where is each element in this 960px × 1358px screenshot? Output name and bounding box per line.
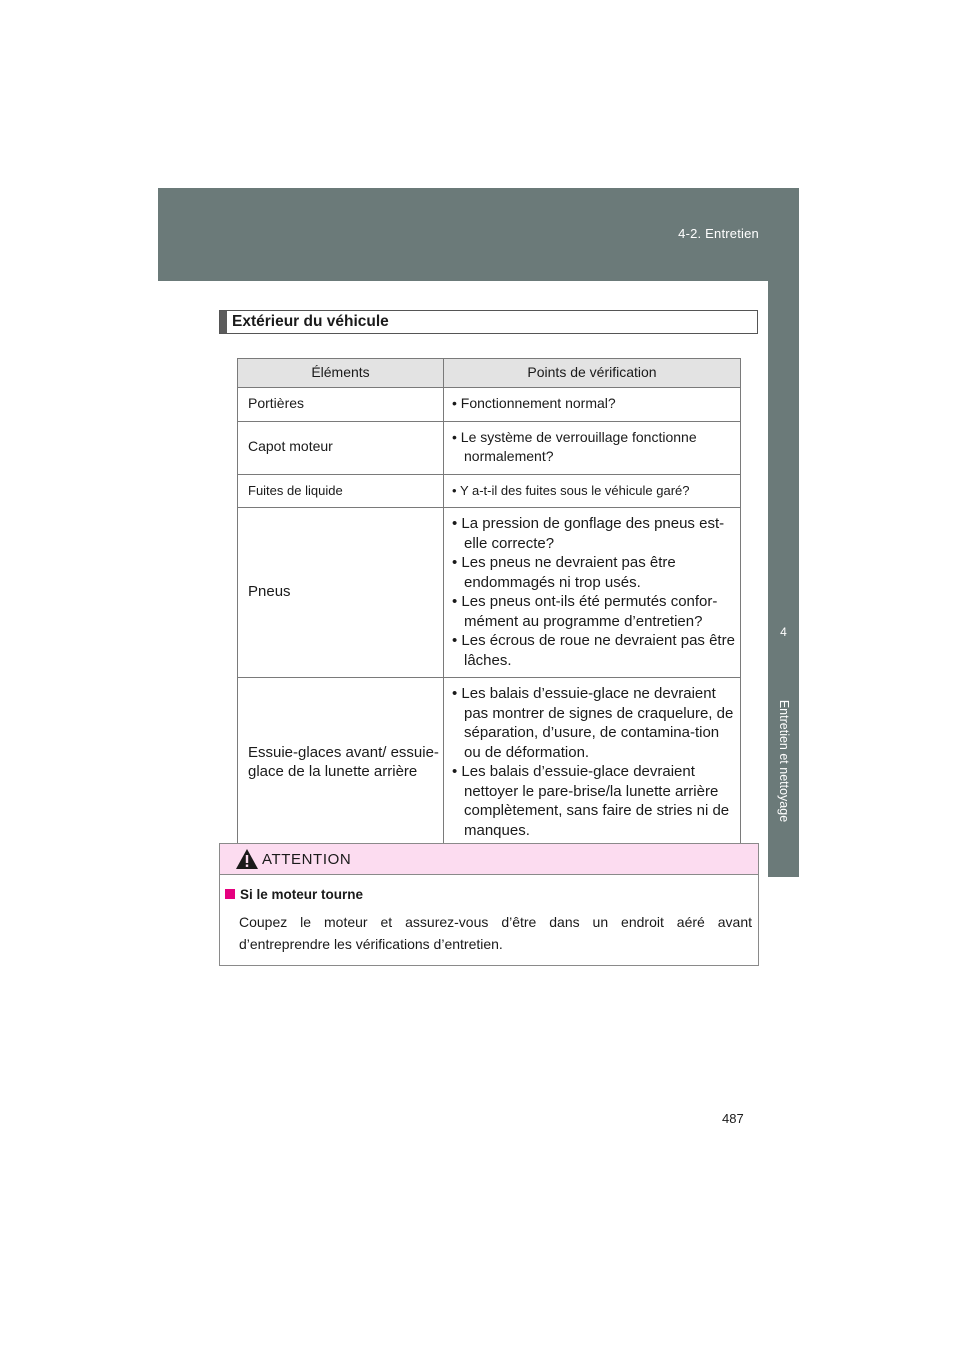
header-band [158, 188, 799, 281]
caution-title: ATTENTION [262, 851, 352, 868]
row-item-fluid-leaks: Fuites de liquide [238, 474, 444, 508]
caution-box [219, 843, 759, 966]
check-point: • Y a-t-il des fuites sous le véhicule garé? [452, 481, 736, 501]
chapter-tab [768, 281, 799, 645]
column-header-items: Éléments [238, 359, 444, 388]
caution-subtitle-row [225, 887, 363, 902]
check-point: • La pression de gonflage des pneus est-elle correcte? [452, 514, 736, 553]
page-number: 487 [722, 1111, 744, 1126]
chapter-number: 4 [780, 625, 787, 639]
row-item-tires: Pneus [238, 508, 444, 678]
table-row [238, 474, 741, 508]
row-item-doors: Portières [238, 388, 444, 422]
check-point: • Fonctionnement normal? [452, 394, 736, 414]
check-point: • Le système de verrouillage fonctionne normalement? [452, 428, 736, 467]
check-point: • Les balais d’essuie-glace devraient nettoyer le pare-brise/la lunette arrière complètement, sans faire de stries ni de manques. [452, 762, 736, 840]
caution-subtitle: Si le moteur tourne [240, 887, 364, 902]
chapter-title: Entretien et nettoyage [776, 699, 791, 823]
section-label: 4-2. Entretien [678, 226, 759, 241]
inspection-table [237, 358, 741, 848]
table-row [238, 388, 741, 422]
caution-header [220, 844, 758, 875]
table-header-row [238, 359, 741, 388]
section-title: Extérieur du véhicule [232, 313, 389, 330]
heading-bar [220, 311, 227, 333]
check-point: • Les pneus ont-ils été permutés confor-mément au programme d’entretien? [452, 592, 736, 631]
row-points [444, 474, 741, 508]
table-row [238, 508, 741, 678]
warning-triangle-icon [235, 848, 259, 870]
row-points [444, 421, 741, 474]
row-points [444, 678, 741, 848]
section-heading [219, 310, 758, 334]
check-point: • Les écrous de roue ne devraient pas être lâches. [452, 631, 736, 670]
square-bullet-icon [225, 889, 235, 899]
caution-body: Coupez le moteur et assurez-vous d’être dans un endroit aéré avant d’entreprendre les vérifications d’entretien. [239, 914, 752, 952]
row-points [444, 388, 741, 422]
check-point: • Les pneus ne devraient pas être endommagés ni trop usés. [452, 553, 736, 592]
row-points [444, 508, 741, 678]
chapter-title-tab [768, 645, 799, 877]
table-row [238, 421, 741, 474]
column-header-points: Points de vérification [444, 359, 741, 388]
check-point: • Les balais d’essuie-glace ne devraient pas montrer de signes de craquelure, de séparation, d’usure, de contamina-tion ou de déformation. [452, 684, 736, 762]
table-row [238, 678, 741, 848]
row-item-hood: Capot moteur [238, 421, 444, 474]
row-item-wipers: Essuie-glaces avant/ essuie-glace de la lunette arrière [238, 678, 444, 848]
